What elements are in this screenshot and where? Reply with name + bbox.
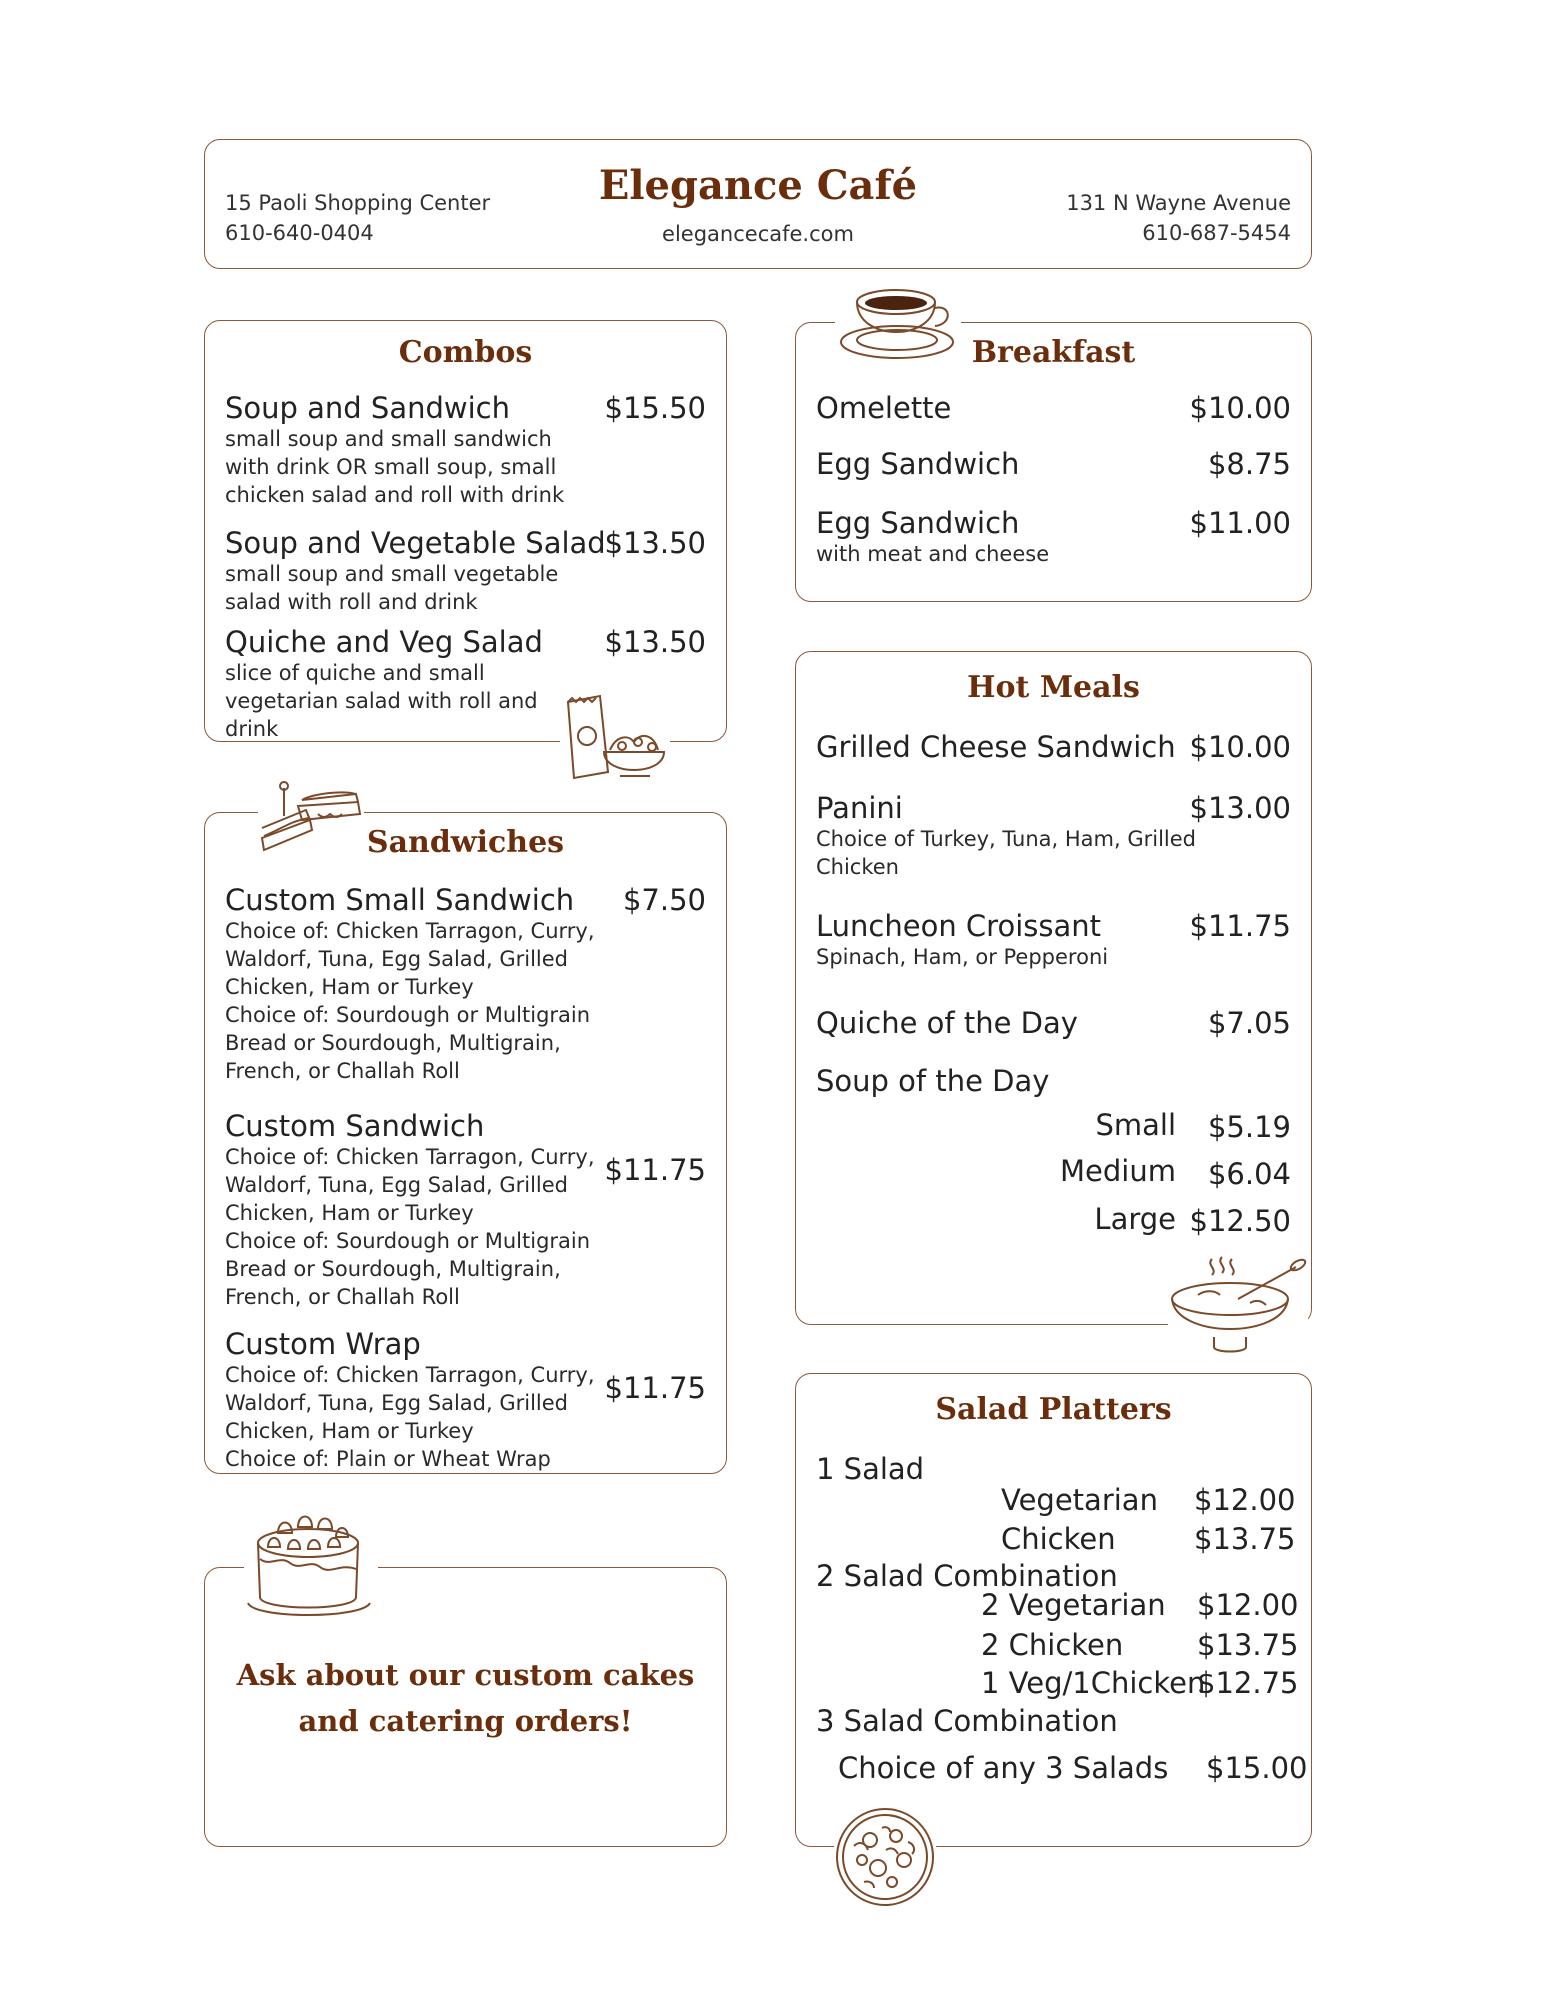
item-price: $11.75 bbox=[604, 1153, 706, 1187]
salad-option-name: 2 Chicken bbox=[981, 1628, 1124, 1662]
salad-option-name: Vegetarian bbox=[1001, 1483, 1158, 1517]
item-name: Custom Sandwich bbox=[225, 1109, 485, 1143]
item-price: $10.00 bbox=[1189, 391, 1291, 425]
promo-line-1: Ask about our custom cakes bbox=[236, 1658, 695, 1692]
promo-text bbox=[205, 1652, 726, 1744]
menu-item bbox=[816, 909, 1291, 971]
salad-option-price: $13.75 bbox=[1194, 1522, 1296, 1556]
menu-item bbox=[225, 1109, 706, 1311]
menu-item bbox=[816, 447, 1291, 481]
item-desc: slice of quiche and small vegetarian salad with roll and drink bbox=[225, 661, 538, 741]
salad-option-price: $12.75 bbox=[1197, 1666, 1299, 1700]
item-name: Luncheon Croissant bbox=[816, 909, 1101, 943]
item-desc: Spinach, Ham, or Pepperoni bbox=[816, 945, 1109, 969]
item-desc: small soup and small vegetable salad with roll and drink bbox=[225, 562, 559, 614]
item-desc: with meat and cheese bbox=[816, 542, 1050, 566]
menu-item bbox=[816, 1006, 1291, 1040]
right-address: 131 N Wayne Avenue bbox=[1066, 191, 1291, 215]
coffee-fill bbox=[865, 296, 927, 310]
right-location bbox=[1066, 188, 1291, 248]
item-desc: Choice of Turkey, Tuna, Ham, Grilled Chicken bbox=[816, 827, 1197, 879]
item-desc: small soup and small sandwich with drink OR small soup, small chicken salad and roll with drink bbox=[225, 427, 565, 507]
menu-item bbox=[225, 1327, 706, 1473]
soup-size-price: $6.04 bbox=[1207, 1157, 1291, 1191]
item-price: $13.50 bbox=[604, 625, 706, 659]
item-name: Soup of the Day bbox=[816, 1064, 1050, 1098]
salad-option-name: 1 Veg/1Chicken bbox=[981, 1666, 1206, 1700]
left-phone: 610-640-0404 bbox=[225, 221, 374, 245]
hot-meals-heading: Hot Meals bbox=[967, 670, 1140, 705]
combos-section bbox=[204, 320, 727, 742]
header-box bbox=[204, 139, 1312, 269]
item-name: Quiche and Veg Salad bbox=[225, 625, 543, 659]
item-name: Grilled Cheese Sandwich bbox=[816, 730, 1176, 764]
item-price: $11.75 bbox=[604, 1371, 706, 1405]
salad-heading: Salad Platters bbox=[935, 1392, 1172, 1427]
item-price: $11.00 bbox=[1189, 506, 1291, 540]
item-desc: Choice of: Chicken Tarragon, Curry, Waldorf, Tuna, Egg Salad, Grilled Chicken, Ham or Turkey bbox=[225, 919, 595, 999]
menu-item bbox=[225, 526, 706, 616]
item-name: Egg Sandwich bbox=[816, 506, 1020, 540]
item-desc: Choice of: Sourdough or Multigrain Bread or Sourdough, Multigrain, French, or Challah Roll bbox=[225, 1003, 591, 1083]
soup-size-label: Large bbox=[1094, 1202, 1176, 1236]
chips-bag-icon bbox=[560, 690, 670, 782]
item-price: $8.75 bbox=[1207, 447, 1291, 481]
item-price: $7.05 bbox=[1207, 1006, 1291, 1040]
website-link[interactable]: elegancecafe.com bbox=[662, 222, 854, 246]
sandwiches-section bbox=[204, 812, 727, 1474]
item-price: $10.00 bbox=[1189, 730, 1291, 764]
salad-plate-illustration bbox=[834, 1806, 936, 1908]
soup-size-label: Medium bbox=[1060, 1154, 1176, 1188]
item-name: Custom Wrap bbox=[225, 1327, 421, 1361]
item-desc: Choice of: Chicken Tarragon, Curry, Waldorf, Tuna, Egg Salad, Grilled Chicken, Ham or Turkey bbox=[225, 1145, 595, 1225]
salad-group-label: 2 Salad Combination bbox=[816, 1559, 1118, 1593]
salad-option-name: 2 Vegetarian bbox=[981, 1588, 1166, 1622]
salad-option-price: $12.00 bbox=[1197, 1588, 1299, 1622]
salad-group-label: 3 Salad Combination bbox=[816, 1704, 1118, 1738]
menu-item bbox=[816, 1064, 1291, 1098]
cafe-title: Elegance Café bbox=[598, 162, 918, 209]
item-price: $13.00 bbox=[1189, 791, 1291, 825]
item-name: Soup and Vegetable Salad bbox=[225, 526, 606, 560]
menu-item bbox=[816, 506, 1291, 568]
cake-illustration bbox=[244, 1503, 378, 1621]
item-price: $13.50 bbox=[604, 526, 706, 560]
soup-size-price: $5.19 bbox=[1207, 1110, 1291, 1144]
soup-bowl-illustration bbox=[1168, 1255, 1308, 1361]
coffee-illustration bbox=[835, 278, 961, 364]
item-name: Panini bbox=[816, 791, 903, 825]
salad-option-name: Chicken bbox=[1001, 1522, 1116, 1556]
combos-heading: Combos bbox=[398, 335, 533, 370]
sandwiches-heading: Sandwiches bbox=[366, 825, 565, 860]
item-name: Quiche of the Day bbox=[816, 1006, 1078, 1040]
salad-group-label: 1 Salad bbox=[816, 1452, 925, 1486]
menu-item bbox=[225, 883, 706, 1085]
menu-item bbox=[816, 730, 1291, 764]
salad-platters-section bbox=[795, 1373, 1312, 1847]
item-desc: Choice of: Chicken Tarragon, Curry, Waldorf, Tuna, Egg Salad, Grilled Chicken, Ham or Turkey bbox=[225, 1363, 595, 1443]
hot-meals-section bbox=[795, 651, 1312, 1325]
sandwich-icon bbox=[258, 780, 364, 862]
menu-item bbox=[816, 791, 1291, 881]
soup-size-price: $12.50 bbox=[1189, 1204, 1291, 1238]
menu-item bbox=[225, 391, 706, 509]
coffee-cup-icon bbox=[835, 278, 961, 364]
chips-salad-illustration bbox=[560, 690, 670, 782]
salad-option-price: $13.75 bbox=[1197, 1628, 1299, 1662]
sandwich-illustration bbox=[258, 780, 364, 862]
promo-line-2: and catering orders! bbox=[298, 1704, 633, 1738]
menu-item bbox=[816, 391, 1291, 425]
soup-bowl-icon bbox=[1168, 1255, 1308, 1361]
item-desc: Choice of: Sourdough or Multigrain Bread or Sourdough, Multigrain, French, or Challah Roll bbox=[225, 1229, 591, 1309]
salad-option-price: $15.00 bbox=[1206, 1751, 1308, 1785]
left-address: 15 Paoli Shopping Center bbox=[225, 191, 491, 215]
salad-option-price: $12.00 bbox=[1194, 1483, 1296, 1517]
item-name: Egg Sandwich bbox=[816, 447, 1020, 481]
cake-icon bbox=[244, 1503, 378, 1621]
item-name: Custom Small Sandwich bbox=[225, 883, 575, 917]
salad-option-name: Choice of any 3 Salads bbox=[838, 1751, 1169, 1785]
breakfast-heading: Breakfast bbox=[971, 335, 1136, 370]
item-name: Soup and Sandwich bbox=[225, 391, 511, 425]
item-name: Omelette bbox=[816, 391, 952, 425]
salad-plate-icon bbox=[834, 1806, 936, 1908]
soup-size-label: Small bbox=[1095, 1108, 1176, 1142]
item-price: $7.50 bbox=[622, 883, 706, 917]
item-price: $15.50 bbox=[604, 391, 706, 425]
right-phone: 610-687-5454 bbox=[1142, 221, 1291, 245]
item-desc: Choice of: Plain or Wheat Wrap bbox=[225, 1447, 551, 1471]
item-price: $11.75 bbox=[1189, 909, 1291, 943]
